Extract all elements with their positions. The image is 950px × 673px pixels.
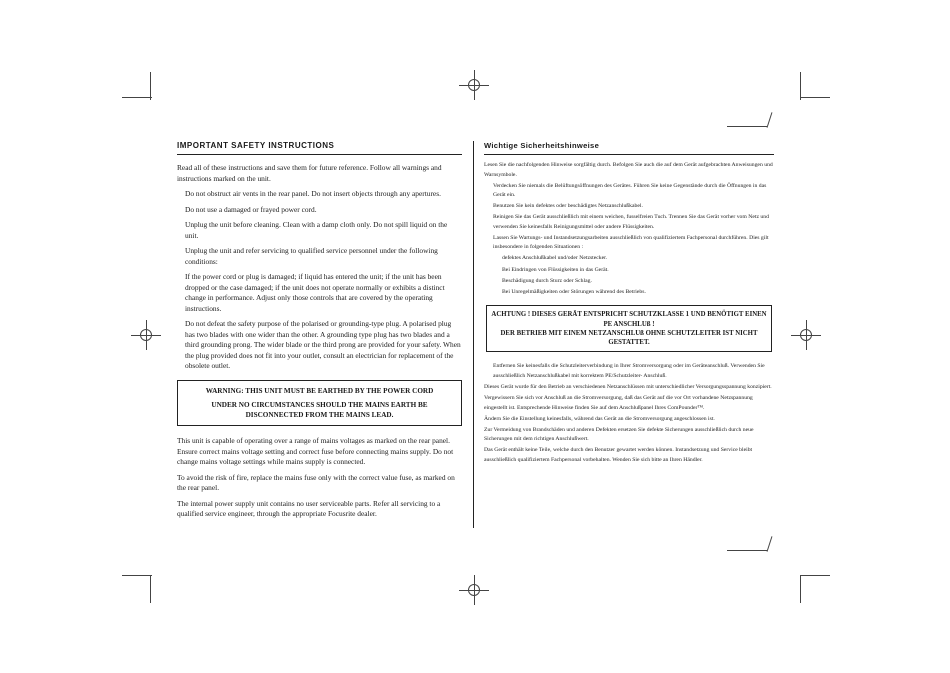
crop-mark [800, 97, 830, 98]
warning-line: ACHTUNG ! DIESES GERÄT ENTSPRICHT SCHUTZKLASSE 1 UND BENÖTIGT EINEN PE ANSCHLUß ! [491, 311, 767, 328]
english-column [177, 141, 462, 525]
earth-warning-box [177, 380, 462, 427]
page-rule [767, 112, 773, 128]
instruction-item: Do not obstruct air vents in the rear panel. Do not insert objects through any apertures. [185, 189, 441, 198]
intro-paragraph: Read all of these instructions and save them for future reference. Follow all warnings and instructions marked on the unit. [177, 163, 442, 183]
instruction-item: Unplug the unit before cleaning. Clean with a damp cloth only. Do not spill liquid on the unit. [185, 220, 448, 240]
condition-item: Bei Eindringen von Flüssigkeiten in das Gerät. [502, 266, 609, 273]
page-rule [767, 536, 773, 552]
warning-line: WARNING: THIS UNIT MUST BE EARTHED BY THE POWER CORD [205, 386, 434, 395]
body-paragraph: Zur Vermeidung von Brandschäden und anderen Defekten ersetzen Sie defekte Sicherungen ausschließlich durch neue Sicherungen mit dem richtigen Anschlußwert. [484, 426, 754, 443]
registration-mark [137, 326, 155, 344]
condition-item: defektes Anschlußkabel und/oder Netzstecker. [502, 255, 608, 262]
body-paragraph: Entfernen Sie keinesfalls die Schutzleiterverbindung in Ihrer Stromversorgung oder im Geräteanschluß. Verwenden Sie ausschließlich Netzanschlußkabel mit korrektem PE/Schutzleiter- Anschluß. [493, 363, 765, 379]
registration-mark [465, 581, 483, 599]
instruction-item: Verdecken Sie niemals die Belüftungsöffnungen des Gerätes. Führen Sie keine Gegenstände durch die Öffnungen in das Gerät ein. [493, 182, 767, 199]
body-paragraph: To avoid the risk of fire, replace the mains fuse only with the correct value fuse, as marked on the rear panel. [177, 472, 455, 492]
instruction-item: Benutzen Sie kein defektes oder beschädigtes Netzanschlußkabel. [493, 203, 643, 210]
warning-line: UNDER NO CIRCUMSTANCES SHOULD THE MAINS EARTH BE DISCONNECTED FROM THE MAINS LEAD. [211, 401, 428, 419]
registration-mark [465, 76, 483, 94]
instruction-item: Reinigen Sie das Gerät ausschließlich mit einem weichen, fusselfreien Tuch. Trennen Sie das Gerät vorher vom Netz und verwenden Sie keinesfalls Reinigungsmittel oder andere Flüssigkeiten. [493, 214, 769, 230]
crop-mark [122, 97, 152, 98]
crop-mark [122, 575, 152, 576]
crop-mark [150, 72, 151, 100]
page-rule [727, 550, 767, 551]
body-paragraph: Vergewissern Sie sich vor Anschluß an die Stromversorgung, daß das Gerät auf die vor Ort vorhandene Netzspannung eingestellt ist. Entsprechende Hinweise finden Sie auf dem Anschlußpanel Ihres ComPounder™. [484, 395, 753, 411]
column-divider [473, 141, 474, 528]
body-paragraph: The internal power supply unit contains no user serviceable parts. Refer all servicing to a qualified service engineer, through the appropriate Focusrite dealer. [177, 498, 441, 518]
condition-item: Beschädigung durch Sturz oder Schlag. [502, 277, 592, 284]
body-paragraph: Dieses Gerät wurde für den Betrieb an verschiedenen Netzanschlüssen mit unterschiedlicher Versorgungsspannung konzipiert. [484, 384, 772, 391]
crop-mark [800, 72, 801, 100]
instruction-item: Do not use a damaged or frayed power cord. [185, 204, 317, 214]
section-heading: IMPORTANT SAFETY INSTRUCTIONS [177, 141, 462, 155]
warning-line: DER BETRIEB MIT EINEM NETZANSCHLUß OHNE SCHUTZLEITER IST NICHT GESTATTET. [500, 329, 758, 347]
intro-paragraph: Lesen Sie die nachfolgenden Hinweise sorgfältig durch. Befolgen Sie auch die auf dem Gerät aufgebrachten Anweisungen und Warnsymbole. [484, 162, 773, 178]
page-rule [727, 126, 767, 127]
german-column [484, 141, 774, 467]
section-heading: Wichtige Sicherheitshinweise [484, 141, 774, 155]
condition-item: Bei Unregelmäßigkeiten oder Störungen während des Betriebs. [502, 288, 646, 295]
instruction-item: Lassen Sie Wartungs- und Instandsetzungsarbeiten ausschließlich von qualifiziertem Fachpersonal durchführen. Dies gilt insbesondere in folgenden Situationen : [493, 234, 769, 251]
achtung-warning-box [486, 305, 772, 352]
body-paragraph: This unit is capable of operating over a range of mains voltages as marked on the rear panel. Ensure correct mains voltage setting and correct fuse before connecting mains supply. Do not change mains voltage settings while mains supply is connected. [177, 436, 454, 466]
instruction-item: Do not defeat the safety purpose of the polarised or grounding-type plug. A polarised plug has two blades with one wider than the other. A grounding type plug has two blades and a third grounding prong. The wider blade or the third prong are provided for your safety. When the plug provided does not fit into your outlet, consult an electrician for replacement of the obsolete outlet. [185, 319, 461, 370]
crop-mark [150, 575, 151, 603]
body-paragraph: Das Gerät enthält keine Teile, welche durch den Benutzer gewartet werden können. Instandsetzung und Service bleibt ausschließlich qualifiziertem Fachpersonal vorbehalten. Wenden Sie sich bitte an Ihren Händler. [484, 447, 753, 463]
instruction-item: Unplug the unit and refer servicing to qualified service personnel under the following conditions: [185, 246, 438, 266]
instruction-item: If the power cord or plug is damaged; if liquid has entered the unit; if the unit has been dropped or the case damaged; if the unit does not operate normally or exhibits a distinct change in performance. Adjust only those controls that are covered by the operating instructions. [185, 272, 445, 313]
crop-mark [800, 575, 801, 603]
body-paragraph: Ändern Sie die Einstellung keinesfalls, während das Gerät an die Stromversorgung angeschlossen ist. [484, 415, 715, 422]
registration-mark [797, 326, 815, 344]
crop-mark [800, 575, 830, 576]
